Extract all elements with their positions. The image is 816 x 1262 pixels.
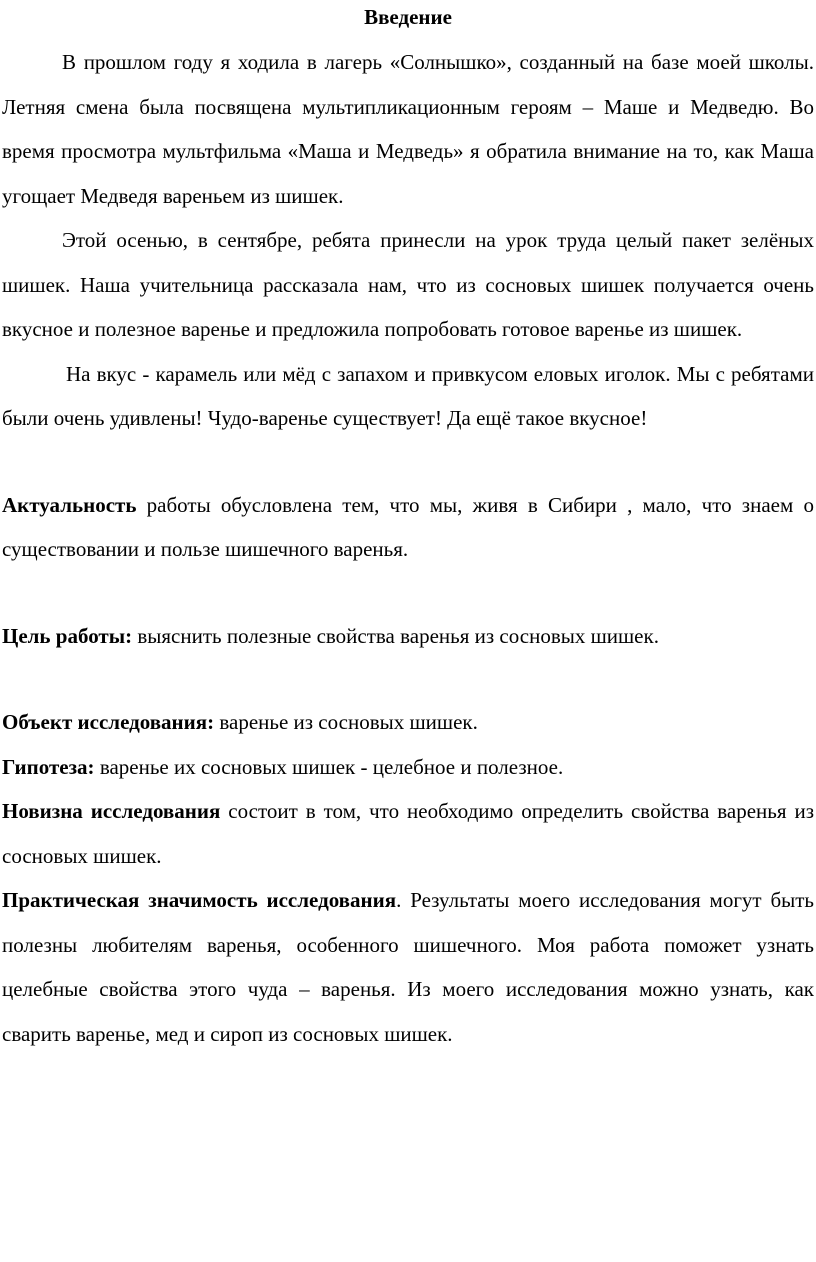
- novelty-paragraph: [2, 789, 814, 878]
- goal-label: Цель работы:: [2, 623, 133, 648]
- significance-paragraph: [2, 878, 814, 1056]
- intro-paragraph-3: На вкус - карамель или мёд с запахом и привкусом еловых иголок. Мы с ребятами были очень удивлены! Чудо-варенье существует! Да ещё такое вкусное!: [2, 361, 814, 430]
- novelty-text: состоит в том, что необходимо определить свойства варенья из сосновых шишек.: [2, 799, 814, 868]
- hypothesis-paragraph: [2, 745, 814, 790]
- intro-paragraph-1: В прошлом году я ходила в лагерь «Солнышко», созданный на базе моей школы. Летняя смена была посвящена мультипликационным героям – Маше и Медведю. Во время просмотра мультфильма «Маша и Медведь» я обратила внимание на то, как Маша угощает Медведя вареньем из шишек.: [2, 50, 814, 208]
- novelty-label: Новизна исследования: [2, 799, 221, 823]
- object-label: Объект исследования:: [2, 710, 215, 734]
- spacer: [2, 441, 814, 483]
- object-text: варенье из сосновых шишек.: [214, 710, 478, 734]
- significance-text: . Результаты моего исследования могут быть полезны любителям варенья, особенного шишечного. Моя работа поможет узнать целебные свойства этого чуда – варенья. Из моего исследования можно узнать, как сварить варенье, мед и сироп из сосновых шишек.: [2, 888, 815, 1046]
- spacer: [2, 658, 814, 700]
- relevance-paragraph: [2, 483, 814, 572]
- intro-paragraph-2: Этой осенью, в сентябре, ребята принесли на урок труда целый пакет зелёных шишек. Наша учительница рассказала нам, что из сосновых шишек получается очень вкусное и полезное варенье и предложила попробовать готовое варенье из шишек.: [2, 228, 814, 341]
- relevance-label: Актуальность: [2, 492, 137, 517]
- goal-paragraph: [2, 614, 814, 659]
- significance-label: Практическая значимость исследования: [2, 888, 397, 912]
- document-title: Введение: [364, 5, 452, 29]
- goal-text: выяснить полезные свойства варенья из сосновых шишек.: [132, 623, 659, 648]
- hypothesis-text: варенье их сосновых шишек - целебное и полезное.: [94, 754, 564, 779]
- hypothesis-label: Гипотеза:: [2, 754, 95, 779]
- relevance-text: работы обусловлена тем, что мы, живя в Сибири , мало, что знаем о существовании и пользе шишечного варенья.: [2, 492, 814, 561]
- spacer: [2, 572, 814, 614]
- object-paragraph: [2, 700, 814, 745]
